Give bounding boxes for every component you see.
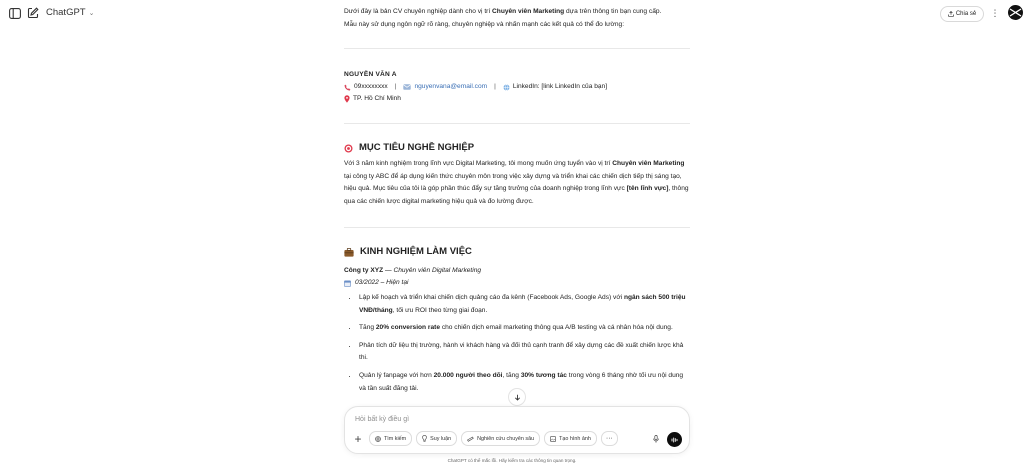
arrow-down-icon [514,394,521,401]
job-period: 03/2022 – Hiện tại [355,279,409,286]
composer-tools [351,431,618,446]
experience-list [344,292,690,400]
divider [344,227,690,228]
company-line [344,265,481,278]
objective-text: tại công ty ABC để áp dụng kiến thức chuyên môn trong việc xây dựng và triển khai các chiến dịch tiếp thị sáng tạo, hiệu quả. Mục tiêu của tôi là góp phần thúc đẩy sự tăng trưởng của doanh nghiệp trong lĩnh vực [344,172,682,193]
bullet-emphasis: ngân sách 500 triệu VNĐ/tháng [359,294,686,314]
avatar[interactable] [1008,5,1023,20]
new-chat-icon[interactable] [26,6,40,20]
objective-text: , thông qua các chiến lược digital marketing hiệu quả và đo lường được. [344,185,689,205]
briefcase-icon [344,248,354,257]
bullet-emphasis: 30% tương tác [520,371,567,379]
experience-title: KINH NGHIỆM LÀM VIỆC [360,246,472,257]
model-name: ChatGPT [46,7,86,18]
scroll-down-button[interactable] [508,388,526,406]
period-line [344,277,409,290]
more-options-icon[interactable]: ⋮ [990,7,1000,18]
section-heading-experience [344,246,472,259]
separator: | [394,83,397,90]
intro-text-part: dựa trên thông tin bạn cung cấp. [564,8,662,15]
location-line [344,93,401,106]
list-item [358,340,690,365]
bullet-text: Quản lý fanpage với hơn [359,371,434,379]
message-composer [344,406,690,454]
objective-emphasis: Chuyên viên Marketing [612,160,685,167]
contact-line [344,81,607,94]
objective-title: MỤC TIÊU NGHỀ NGHIỆP [359,142,475,153]
objective-text: Với 3 năm kinh nghiệm trong lĩnh vực Digital Marketing, tôi mong muốn ứng tuyển vào vị trí [344,160,613,167]
pin-icon [344,95,350,103]
bullet-emphasis: 20.000 người theo dõi [433,371,503,379]
intro-text-part: Dưới đây là bản CV chuyên nghiệp dành cho vị trí [344,8,493,15]
intro-text [344,6,690,31]
globe-icon [503,84,510,91]
globe-icon [375,436,381,442]
bullet-text: Tăng [359,324,376,332]
divider [344,123,690,124]
phone-icon [344,84,351,91]
share-icon [948,11,954,17]
tool-label: Suy luận [430,435,452,442]
disclaimer-text: ChatGPT có thể mắc lỗi. Hãy kiểm tra các thông tin quan trọng. [447,458,577,463]
deep-research-tool-button[interactable] [461,431,540,446]
reason-tool-button[interactable] [416,431,457,446]
ellipsis-icon: ··· [605,434,613,442]
list-item [358,292,690,317]
model-selector[interactable] [46,7,94,18]
microphone-icon[interactable] [651,434,661,444]
create-image-tool-button[interactable] [544,431,597,446]
bullet-text: cho chiến dịch email marketing thông qua A/B testing và cá nhân hóa nội dung. [440,324,673,332]
email-link[interactable]: nguyenvana@email.com [414,83,488,90]
sidebar-toggle-icon[interactable] [8,6,22,20]
location-text: TP. Hồ Chí Minh [353,95,401,102]
tool-label: Nghiên cứu chuyên sâu [477,435,535,442]
bullet-emphasis: 20% conversion rate [375,324,441,332]
bullet-text: Lập kế hoạch và triển khai chiến dịch quảng cáo đa kênh (Facebook Ads, Google Ads) với [359,294,624,301]
share-button[interactable] [940,6,984,22]
plus-icon[interactable]: + [354,431,362,446]
search-tool-button[interactable] [369,431,412,446]
target-icon [344,144,353,153]
image-icon [550,436,556,442]
email-icon [403,84,411,90]
share-label: Chia sẻ [955,11,977,17]
lightbulb-icon [422,435,427,442]
company-name: Công ty XYZ [344,267,384,274]
objective-paragraph [344,158,690,208]
intro-line-2: Mẫu này sử dụng ngôn ngữ rõ ràng, chuyên nghiệp và nhấn mạnh các kết quả có thể đo lường: [344,20,625,28]
objective-emphasis: [tên lĩnh vực] [626,185,669,193]
section-heading-objective [344,142,474,155]
chevron-down-icon: ⌄ [88,9,95,17]
more-tools-button[interactable] [601,431,618,446]
intro-emphasis: Chuyên viên Marketing [492,8,565,15]
linkedin-text: LinkedIn: [link LinkedIn của bạn] [512,83,608,90]
tool-label: Tạo hình ảnh [559,435,591,442]
bullet-text: trong vòng 6 tháng nhờ tối ưu nội dung và tần suất đăng tải. [359,371,684,392]
separator: | [494,83,496,90]
list-item [358,322,690,335]
bullet-text: Phân tích dữ liệu thị trường, hành vi khách hàng và đối thủ cạnh tranh để xây dựng các đề xuất chiến lược khả thi. [359,341,684,362]
prompt-input[interactable]: Hỏi bất kỳ điều gì [355,416,410,423]
calendar-icon [344,280,351,287]
candidate-name: NGUYỄN VĂN A [344,71,397,78]
tool-label: Tìm kiếm [384,435,407,442]
waveform-icon [671,437,678,443]
voice-mode-button[interactable] [667,432,682,447]
telescope-icon [467,436,474,442]
divider [344,48,690,49]
bullet-text: , tăng [502,371,521,379]
job-role: — Chuyên viên Digital Marketing [383,267,482,274]
bullet-text: , tối ưu ROI theo từng giai đoạn. [392,306,488,314]
phone-number: 09xxxxxxxx [354,83,388,90]
